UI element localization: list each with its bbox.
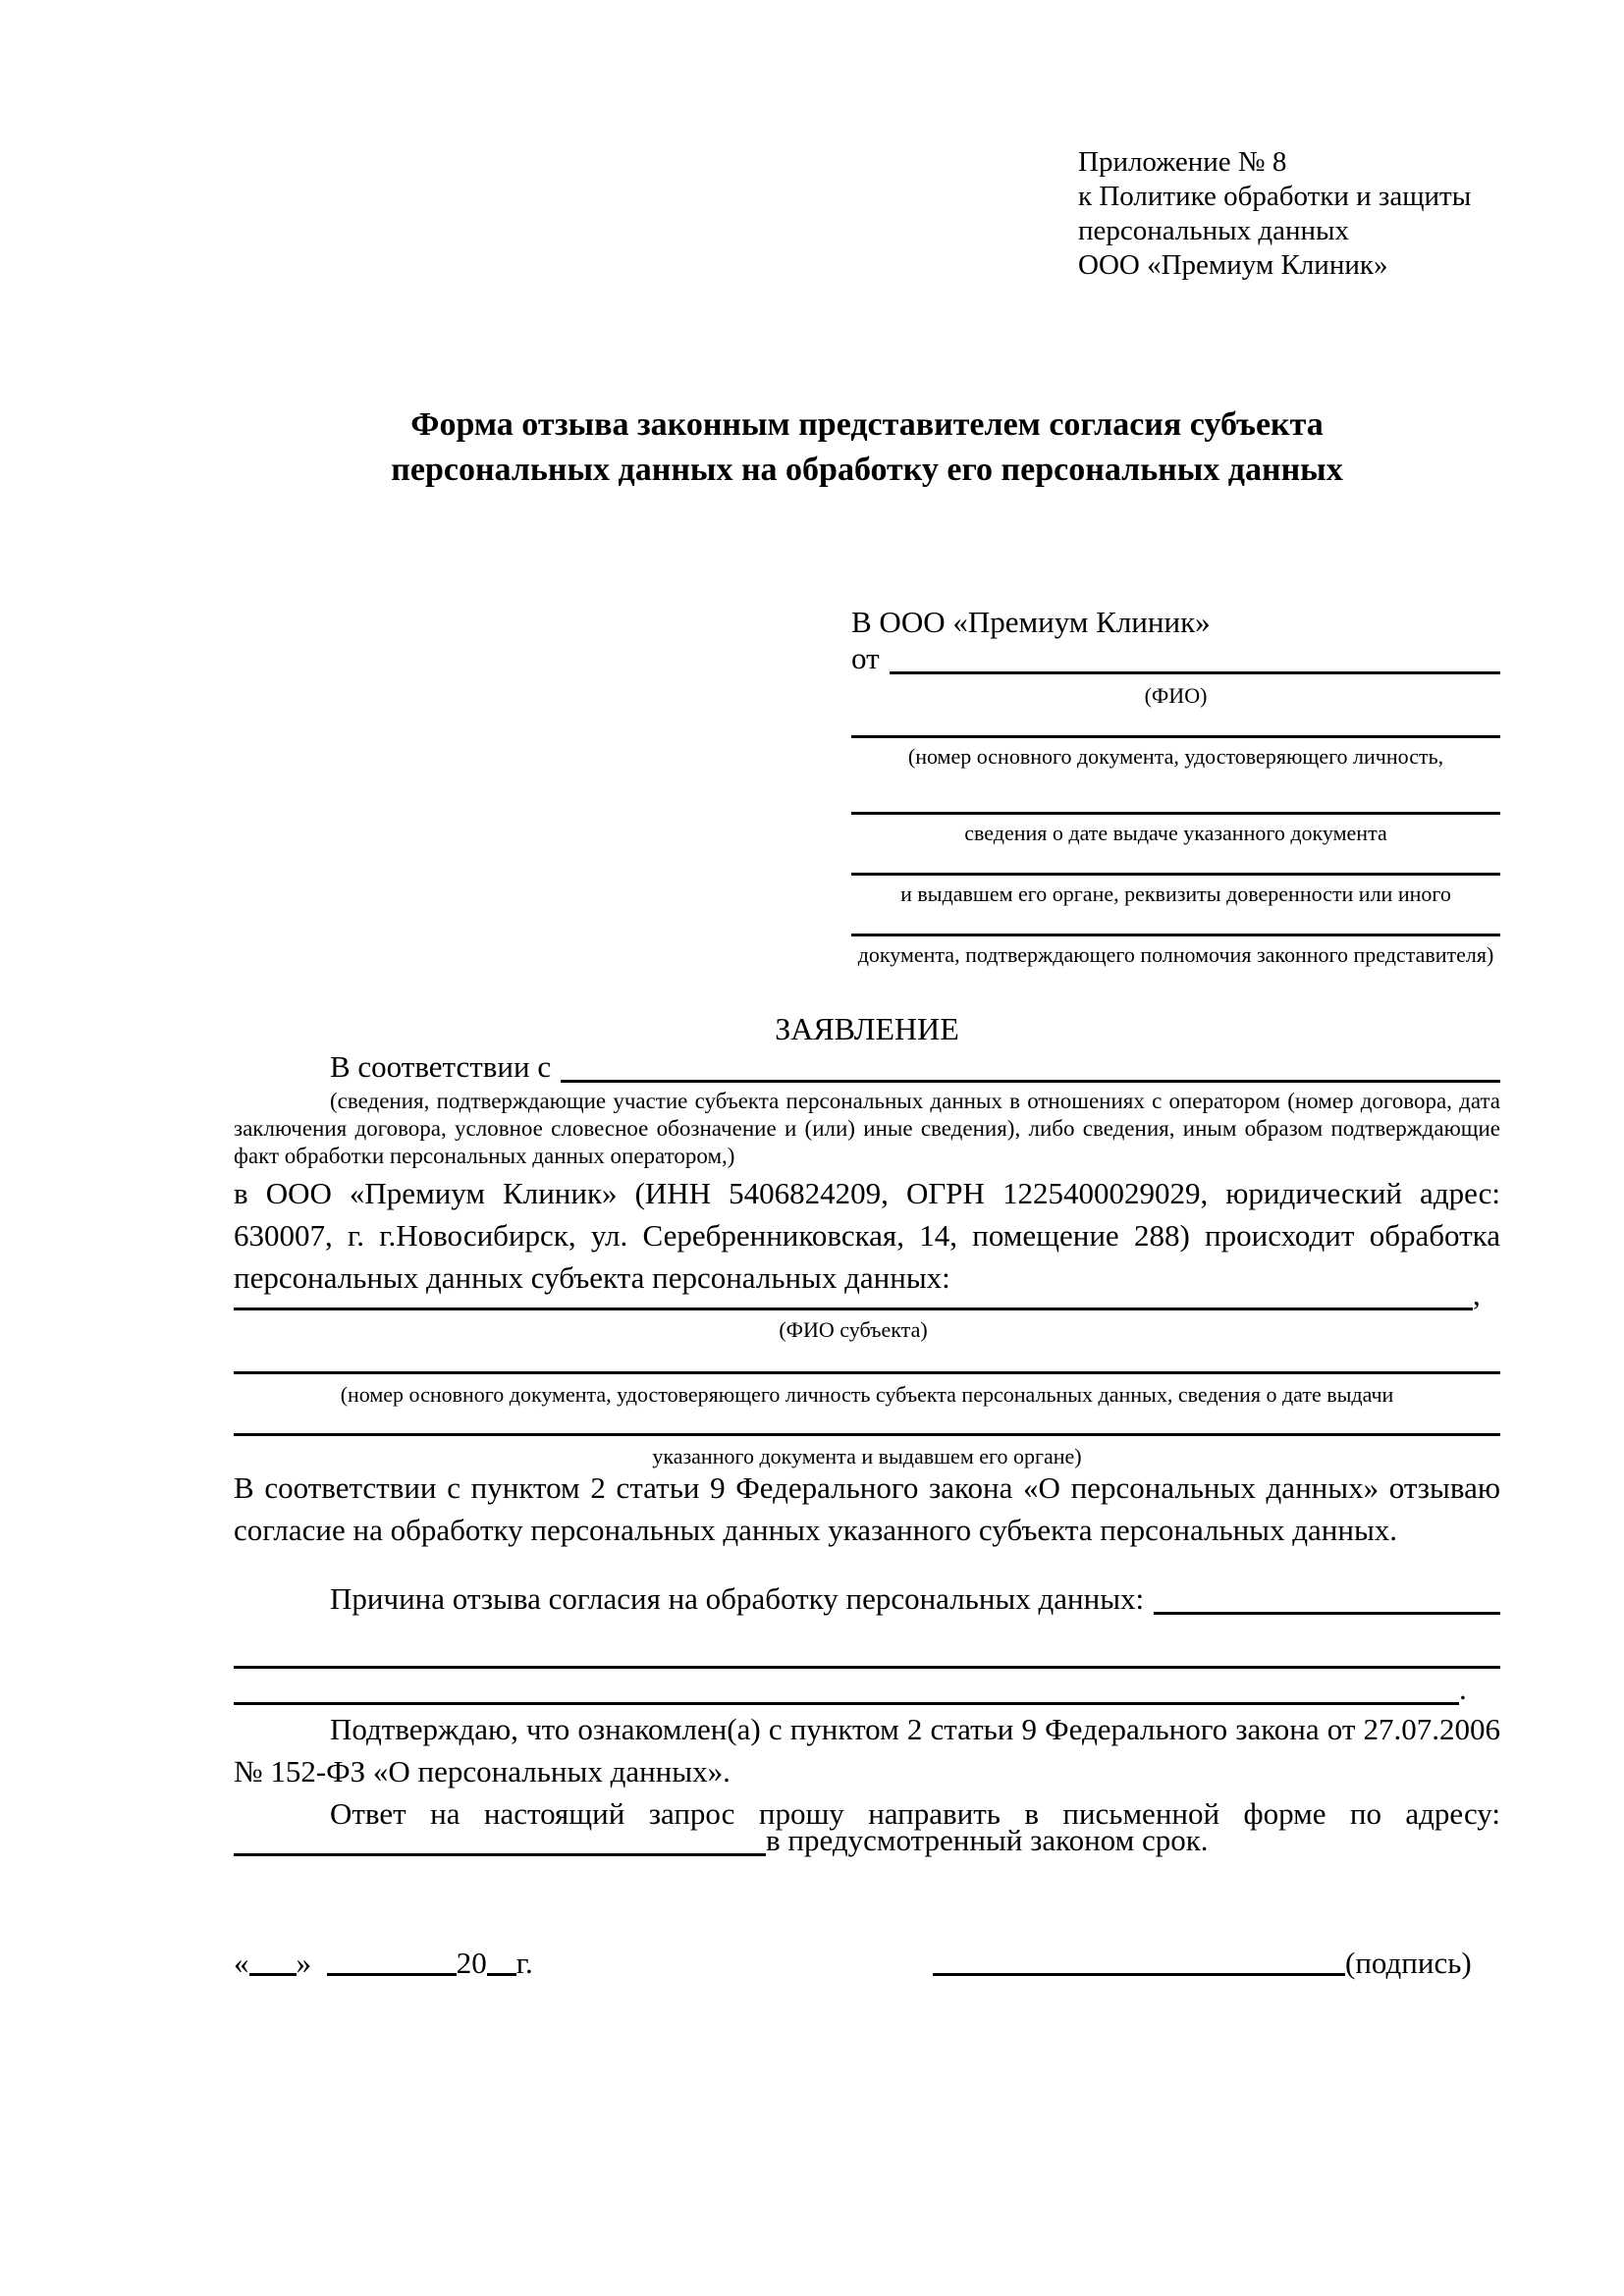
accordance-blank-line[interactable] xyxy=(561,1080,1500,1083)
reason-blank-line[interactable] xyxy=(1154,1612,1500,1615)
date-row xyxy=(234,1942,533,1984)
subject-fio-blank-line[interactable] xyxy=(234,1308,1473,1310)
accordance-row xyxy=(234,1049,1500,1088)
annex-line: к Политике обработки и защиты xyxy=(1078,181,1472,212)
accordance-label: В соответствии с xyxy=(330,1049,552,1084)
annex-block xyxy=(1078,145,1471,283)
date-close-quote: » xyxy=(296,1946,311,1980)
issue-date-caption: сведения о дате выдаче указанного документа xyxy=(964,821,1387,845)
document-number-blank-line[interactable] xyxy=(851,735,1500,738)
date-year-prefix: 20 xyxy=(456,1946,487,1980)
addressee-to: В ООО «Премиум Клиник» xyxy=(851,605,1211,639)
subject-document-blank-line[interactable] xyxy=(234,1371,1500,1374)
date-day-blank-line[interactable] xyxy=(249,1969,297,1976)
date-open-quote: « xyxy=(234,1946,249,1980)
fio-caption: (ФИО) xyxy=(1144,683,1208,708)
subject-document-caption-2: указанного документа и выдавшем его органе) xyxy=(652,1444,1082,1468)
answer-line: Ответ на настоящий запрос прошу направить в письменной форме по адресу: xyxy=(330,1796,1500,1831)
issue-date-blank-line[interactable] xyxy=(851,812,1500,815)
date-month-blank-line[interactable] xyxy=(327,1969,457,1976)
annex-line: Приложение № 8 xyxy=(1078,146,1287,178)
signature-caption: (подпись) xyxy=(1345,1946,1472,1980)
representative-authority-caption: документа, подтверждающего полномочия законного представителя) xyxy=(857,942,1494,967)
page-title-line1: Форма отзыва законным представителем согласия субъекта xyxy=(410,406,1324,443)
issuing-authority-blank-line[interactable] xyxy=(851,873,1500,876)
subject-fio-row xyxy=(234,1277,1500,1315)
page-title xyxy=(234,402,1500,493)
withdraw-paragraph: В соответствии с пунктом 2 статьи 9 Федерального закона «О персональных данных» отзываю согласие на обработку персональных данных указанного субъекта персональных данных. xyxy=(234,1470,1500,1547)
answer-address-row xyxy=(234,1823,1500,1861)
subject-document-blank-line-2[interactable] xyxy=(234,1433,1500,1436)
subject-document-caption-1: (номер основного документа, удостоверяющего личность субъекта персональных данных, сведения о дате выдачи xyxy=(340,1382,1394,1407)
answer-tail: в предусмотренный законом срок. xyxy=(766,1823,1209,1857)
reason-end-row xyxy=(234,1672,1500,1710)
address-blank-line[interactable] xyxy=(234,1853,766,1856)
confirm-paragraph: Подтверждаю, что ознакомлен(а) с пунктом 2 статьи 9 Федерального закона от 27.07.2006 № 152-ФЗ «О персональных данных». xyxy=(234,1712,1500,1789)
annex-line: персональных данных xyxy=(1078,215,1350,246)
signature-blank-line[interactable] xyxy=(933,1969,1345,1976)
fio-blank-line[interactable] xyxy=(890,671,1500,674)
reason-blank-line-3[interactable] xyxy=(234,1702,1459,1705)
issuing-authority-caption: и выдавшем его органе, реквизиты доверенности или иного xyxy=(900,881,1451,906)
page-title-line2: персональных данных на обработку его персональных данных xyxy=(391,452,1343,488)
representative-authority-blank-line[interactable] xyxy=(851,934,1500,936)
document-number-caption: (номер основного документа, удостоверяющего личность, xyxy=(907,744,1444,769)
comma-mark: , xyxy=(1473,1277,1481,1311)
date-year-suffix: г. xyxy=(515,1946,533,1980)
operator-paragraph: в ООО «Премиум Клиник» (ИНН 5406824209, ОГРН 1225400029029, юридический адрес: 630007, г. г.Новосибирск, ул. Серебренниковская, 14, помещение 288) происходит обработка персональных данных субъекта персональных данных: xyxy=(234,1176,1500,1295)
signature-row xyxy=(933,1942,1472,1984)
addressee-from-row xyxy=(851,642,1500,679)
date-year-blank-line[interactable] xyxy=(487,1969,516,1976)
annex-line: ООО «Премиум Клиник» xyxy=(1078,249,1388,281)
accordance-note: (сведения, подтверждающие участие субъекта персональных данных в отношениях с оператором (номер договора, дата заключения договора, условное словесное обозначение и (или) иные сведения), либо сведения, иным образом подтверждающие факт обработки персональных данных оператором,) xyxy=(234,1089,1500,1168)
reason-label: Причина отзыва согласия на обработку персональных данных: xyxy=(330,1581,1145,1616)
from-label: от xyxy=(851,641,880,675)
reason-row xyxy=(234,1582,1500,1620)
subject-fio-caption: (ФИО субъекта) xyxy=(779,1317,928,1342)
reason-blank-line-2[interactable] xyxy=(234,1666,1500,1669)
period-mark: . xyxy=(1459,1672,1467,1706)
statement-heading: ЗАЯВЛЕНИЕ xyxy=(775,1011,959,1046)
